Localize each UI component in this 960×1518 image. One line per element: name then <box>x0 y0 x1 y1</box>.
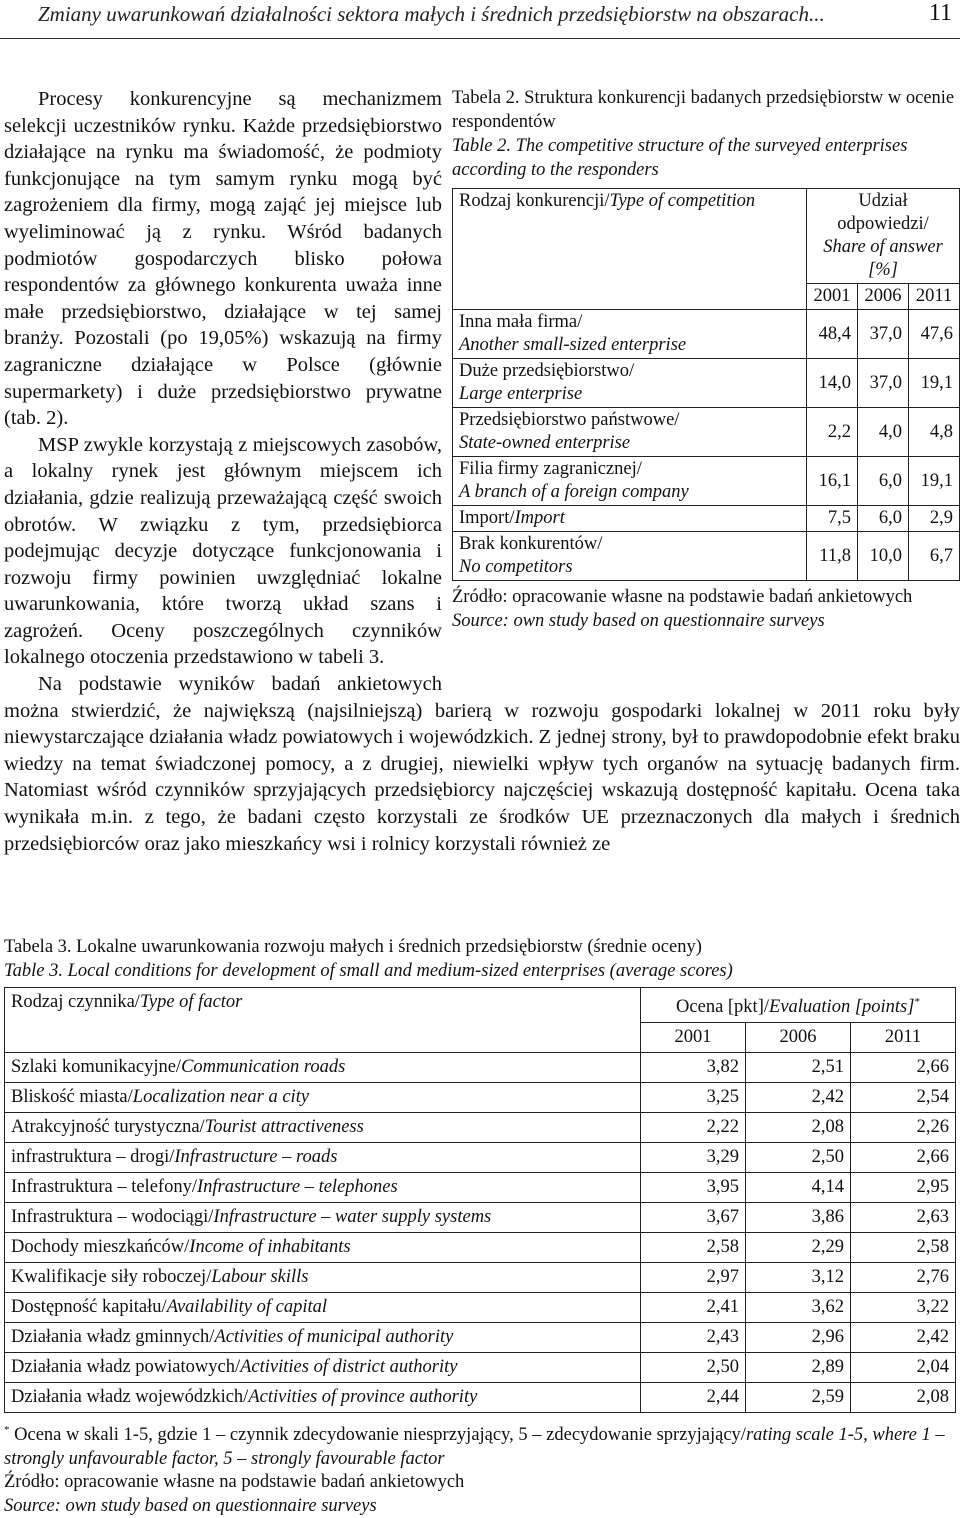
table2-source <box>452 585 960 633</box>
table3-row-label-en: Activities of province authority <box>248 1387 478 1408</box>
table3-cell-value: 2,97 <box>641 1263 746 1293</box>
table3-cell-value: 2,50 <box>641 1353 746 1383</box>
table3-cell-value: 2,63 <box>851 1203 956 1233</box>
table2-cell-value: 16,1 <box>807 457 858 506</box>
table3-cell-value: 3,12 <box>746 1263 851 1293</box>
table3-col2-header <box>641 988 956 1023</box>
table2-row-label-en: Import <box>514 508 565 528</box>
paragraph-1: Procesy konkurencyjne są mechanizmem selekcji uczestników rynku. Każde przedsiębiorstwo działające na rynku ma świadomość, że podmioty funkcjonujące na tym samym rynku mogą być zagrożeniem dla firmy, mogą zająć jej miejsce lub wyeliminować ją z rynku. Wśród badanych podmiotów gospodarczych blisko połowa respondentów za głównego konkurenta uważa inne małe przedsiębiorstwo, działające w tej samej branży. Pozostali (po 19,05%) wskazują na firmy zagraniczne działające w Polsce (głównie supermarkety) i duże przedsiębiorstwo prywatne (tab. 2). <box>4 88 442 430</box>
table2-caption-en: Table 2. The competitive structure of the surveyed enterprises according to the responders <box>452 136 908 180</box>
table3-row-label-pl: Dochody mieszkańców/ <box>11 1237 190 1258</box>
table2-block <box>452 86 960 684</box>
table3-cell-value: 2,96 <box>746 1323 851 1353</box>
table3-cell-value: 2,41 <box>641 1293 746 1323</box>
table3-cell-value: 3,62 <box>746 1293 851 1323</box>
table-row <box>5 1293 956 1323</box>
table3-row-label-pl: Działania władz powiatowych/ <box>11 1357 241 1378</box>
table2-col2-en: Share of answer [%] <box>823 237 943 280</box>
table2-row-label <box>453 359 807 408</box>
table3-cell-value: 2,43 <box>641 1323 746 1353</box>
table3-year: 2001 <box>641 1023 746 1053</box>
table2-cell-value: 47,6 <box>909 310 960 359</box>
table3-block <box>4 936 956 1518</box>
table3-col1-header <box>5 988 641 1053</box>
table3-row-label <box>5 1323 641 1353</box>
table2-row-label <box>453 408 807 457</box>
table2-header-row <box>453 189 960 284</box>
table-row <box>5 1203 956 1233</box>
table2-cell-value: 6,0 <box>858 506 909 532</box>
table3-row-label-pl: Działania władz wojewódzkich/ <box>11 1387 249 1408</box>
table3-footnote-en: rating scale 1-5, where 1 – strongly unfavourable factor, 5 – strongly favourable factor <box>4 1425 945 1469</box>
table3-row-label-en: Localization near a city <box>132 1087 310 1108</box>
table-row <box>5 1113 956 1143</box>
table3-cell-value: 2,58 <box>641 1233 746 1263</box>
table2-row-label-en: A branch of a foreign company <box>459 482 689 502</box>
table3-year: 2006 <box>746 1023 851 1053</box>
table3-col1-pl: Rodzaj czynnika/ <box>11 992 140 1012</box>
table3-cell-value: 3,67 <box>641 1203 746 1233</box>
table2-cell-value: 48,4 <box>807 310 858 359</box>
table3-row-label-pl: Bliskość miasta/ <box>11 1087 133 1108</box>
table3-row-label-pl: Infrastruktura – telefony/ <box>11 1177 197 1198</box>
table3-row-label <box>5 1083 641 1113</box>
table3-col1-en: Type of factor <box>139 992 243 1012</box>
table2-cell-value: 14,0 <box>807 359 858 408</box>
table-row <box>5 1233 956 1263</box>
table3-cell-value: 2,08 <box>746 1113 851 1143</box>
table2-row-label-pl: Brak konkurentów/ <box>459 534 603 554</box>
table2 <box>452 188 960 581</box>
table2-cell-value: 37,0 <box>858 310 909 359</box>
table-row <box>5 1053 956 1083</box>
table3-cell-value: 2,66 <box>851 1053 956 1083</box>
table3-row-label-en: Labour skills <box>211 1267 309 1288</box>
table3-row-label <box>5 1233 641 1263</box>
table3-year: 2011 <box>851 1023 956 1053</box>
table-row <box>453 359 960 408</box>
page-number: 11 <box>928 0 952 26</box>
table3-cell-value: 3,22 <box>851 1293 956 1323</box>
table3-row-label <box>5 1053 641 1083</box>
table-row <box>453 310 960 359</box>
table3-header-row <box>5 988 956 1023</box>
table3-notes <box>4 1419 956 1518</box>
table2-row-label <box>453 506 807 532</box>
table2-year: 2006 <box>858 284 909 310</box>
table3-cell-value: 2,42 <box>851 1323 956 1353</box>
table2-cell-value: 10,0 <box>858 532 909 581</box>
table-row <box>5 1353 956 1383</box>
table3-row-label-pl: Działania władz gminnych/ <box>11 1327 215 1348</box>
table2-row-label <box>453 532 807 581</box>
table3-row-label-pl: Kwalifikacje siły roboczej/ <box>11 1267 212 1288</box>
table2-col1-header <box>453 189 807 310</box>
table-row <box>5 1383 956 1413</box>
table3-cell-value: 2,66 <box>851 1143 956 1173</box>
table2-cell-value: 2,2 <box>807 408 858 457</box>
table3-row-label-en: Income of inhabitants <box>189 1237 351 1258</box>
table2-cell-value: 19,1 <box>909 457 960 506</box>
table-row <box>5 1083 956 1113</box>
table3 <box>4 987 956 1413</box>
table3-row-label-en: Communication roads <box>181 1057 346 1078</box>
table3-cell-value: 2,51 <box>746 1053 851 1083</box>
table3-row-label-en: Infrastructure – telephones <box>196 1177 398 1198</box>
table2-row-label-pl: Filia firmy zagranicznej/ <box>459 459 642 479</box>
table2-row-label-pl: Import/ <box>459 508 515 528</box>
table3-row-label <box>5 1113 641 1143</box>
running-header <box>0 0 960 42</box>
table2-row-label <box>453 310 807 359</box>
header-rule <box>0 38 960 39</box>
table3-row-label <box>5 1263 641 1293</box>
table3-row-label-pl: Atrakcyjność turystyczna/ <box>11 1117 205 1138</box>
table3-row-label <box>5 1143 641 1173</box>
table3-col2-pl: Ocena [pkt]/ <box>676 997 770 1018</box>
table3-row-label-en: Tourist attractiveness <box>204 1117 364 1138</box>
table2-row-label-pl: Duże przedsiębiorstwo/ <box>459 361 635 381</box>
table3-cell-value: 2,59 <box>746 1383 851 1413</box>
table2-year: 2011 <box>909 284 960 310</box>
table3-cell-value: 2,95 <box>851 1173 956 1203</box>
table2-cell-value: 6,0 <box>858 457 909 506</box>
table2-cell-value: 11,8 <box>807 532 858 581</box>
table3-footnote-mark: * <box>4 1424 10 1437</box>
body-text <box>4 86 960 857</box>
table-row <box>5 1323 956 1353</box>
table2-col2-pl: Udział odpowiedzi/ <box>837 191 929 234</box>
table3-col2-en: Evaluation [points] <box>769 997 915 1018</box>
table3-row-label <box>5 1203 641 1233</box>
table3-cell-value: 2,22 <box>641 1113 746 1143</box>
table3-row-label-en: Infrastructure – roads <box>174 1147 338 1168</box>
table3-row-label-pl: Infrastruktura – wodociągi/ <box>11 1207 214 1228</box>
table3-row-label <box>5 1173 641 1203</box>
table3-caption-en: Table 3. Local conditions for development of small and medium-sized enterprises (average scores) <box>4 960 733 981</box>
paragraph-3: Na podstawie wyników badań ankietowych można stwierdzić, że największą (najsilniejszą) barierą w rozwoju gospodarki lokalnej w 2011 roku były niewystarczające działania władz powiatowych i wojewódzkich. Z jednej strony, był to prawdopodobnie efekt braku wiedzy na temat świadczonej pomocy, a z drugiej, niewielki wpływ tych organów na sytuację badanych firm. Natomiast wśród czynników sprzyjających przedsiębiorcy najczęściej wskazują dostępność kapitału. Ocena taka wynikała m.in. z tego, że badani często korzystali ze środków UE przeznaczonych dla małych i średnich przedsiębiorców oraz jako mieszkańcy wsi i rolnicy korzystali również ze <box>4 673 960 855</box>
table3-col2-footnote-mark: * <box>914 996 920 1008</box>
running-title: Zmiany uwarunkowań działalności sektora małych i średnich przedsiębiorstw na obszarach... <box>38 2 825 26</box>
table2-row-label-pl: Inna mała firma/ <box>459 312 583 332</box>
table2-cell-value: 2,9 <box>909 506 960 532</box>
table3-row-label <box>5 1383 641 1413</box>
table3-caption-pl: Tabela 3. Lokalne uwarunkowania rozwoju małych i średnich przedsiębiorstw (średnie oceny) <box>4 937 702 957</box>
table-row <box>453 506 960 532</box>
table3-row-label <box>5 1353 641 1383</box>
table2-row-label-en: State-owned enterprise <box>459 433 631 453</box>
table3-source-pl: Źródło: opracowanie własne na podstawie badań ankietowych <box>4 1472 465 1493</box>
table3-cell-value: 2,58 <box>851 1233 956 1263</box>
table3-row-label-en: Infrastructure – water supply systems <box>213 1207 492 1228</box>
table3-source-en: Source: own study based on questionnaire surveys <box>4 1495 377 1516</box>
table-row <box>5 1143 956 1173</box>
table3-cell-value: 3,29 <box>641 1143 746 1173</box>
table3-row-label-en: Activities of municipal authority <box>214 1327 454 1348</box>
table3-cell-value: 3,25 <box>641 1083 746 1113</box>
table-row <box>5 1173 956 1203</box>
paragraph-2: MSP zwykle korzystają z miejscowych zasobów, a lokalny rynek jest głównym miejscem ich działania, gdzie realizują przeważającą część swoich obrotów. W związku z tym, przedsiębiorca podejmując decyzje dotyczące funkcjonowania i rozwoju firmy powinien uwzględniać lokalne uwarunkowania, które tworzą układ szans i zagrożeń. Oceny poszczególnych czynników lokalnego otoczenia przedstawiono w tabeli 3. <box>4 433 442 669</box>
table-row <box>453 408 960 457</box>
table3-cell-value: 2,44 <box>641 1383 746 1413</box>
table2-col1-en: Type of competition <box>609 191 756 211</box>
table2-row-label-en: Large enterprise <box>459 384 583 404</box>
table2-row-label <box>453 457 807 506</box>
table3-cell-value: 2,08 <box>851 1383 956 1413</box>
table3-cell-value: 3,86 <box>746 1203 851 1233</box>
table2-row-label-en: Another small-sized enterprise <box>459 335 687 355</box>
table3-footnote <box>4 1419 956 1471</box>
table3-cell-value: 2,76 <box>851 1263 956 1293</box>
table2-col2-header <box>807 189 960 284</box>
table2-cell-value: 19,1 <box>909 359 960 408</box>
table3-row-label <box>5 1293 641 1323</box>
table3-cell-value: 2,50 <box>746 1143 851 1173</box>
table2-cell-value: 6,7 <box>909 532 960 581</box>
table3-row-label-pl: Szlaki komunikacyjne/ <box>11 1057 182 1078</box>
table2-cell-value: 7,5 <box>807 506 858 532</box>
table3-cell-value: 2,04 <box>851 1353 956 1383</box>
table2-source-en: Source: own study based on questionnaire surveys <box>452 611 825 631</box>
table3-cell-value: 3,82 <box>641 1053 746 1083</box>
table-row <box>5 1263 956 1293</box>
table3-row-label-en: Availability of capital <box>166 1297 327 1318</box>
table3-cell-value: 2,42 <box>746 1083 851 1113</box>
table2-caption <box>452 86 960 182</box>
table2-cell-value: 4,8 <box>909 408 960 457</box>
table3-cell-value: 2,29 <box>746 1233 851 1263</box>
table-row <box>453 457 960 506</box>
table3-row-label-pl: Dostępność kapitału/ <box>11 1297 167 1318</box>
table3-cell-value: 2,54 <box>851 1083 956 1113</box>
table-row <box>453 532 960 581</box>
table2-cell-value: 37,0 <box>858 359 909 408</box>
table2-year: 2001 <box>807 284 858 310</box>
table2-row-label-pl: Przedsiębiorstwo państwowe/ <box>459 410 680 430</box>
table2-col1-pl: Rodzaj konkurencji/ <box>459 191 610 211</box>
table3-row-label-pl: infrastruktura – drogi/ <box>11 1147 175 1168</box>
table2-row-label-en: No competitors <box>459 557 573 577</box>
table3-footnote-pl: Ocena w skali 1-5, gdzie 1 – czynnik zdecydowanie niesprzyjający, 5 – zdecydowanie sprzyjający/ <box>9 1425 746 1446</box>
table2-cell-value: 4,0 <box>858 408 909 457</box>
table3-cell-value: 2,26 <box>851 1113 956 1143</box>
table2-source-pl: Źródło: opracowanie własne na podstawie badań ankietowych <box>452 587 913 607</box>
table3-cell-value: 4,14 <box>746 1173 851 1203</box>
table3-cell-value: 3,95 <box>641 1173 746 1203</box>
table3-cell-value: 2,89 <box>746 1353 851 1383</box>
table3-row-label-en: Activities of district authority <box>240 1357 458 1378</box>
table2-caption-pl: Tabela 2. Struktura konkurencji badanych przedsiębiorstw w ocenie respondentów <box>452 88 955 132</box>
